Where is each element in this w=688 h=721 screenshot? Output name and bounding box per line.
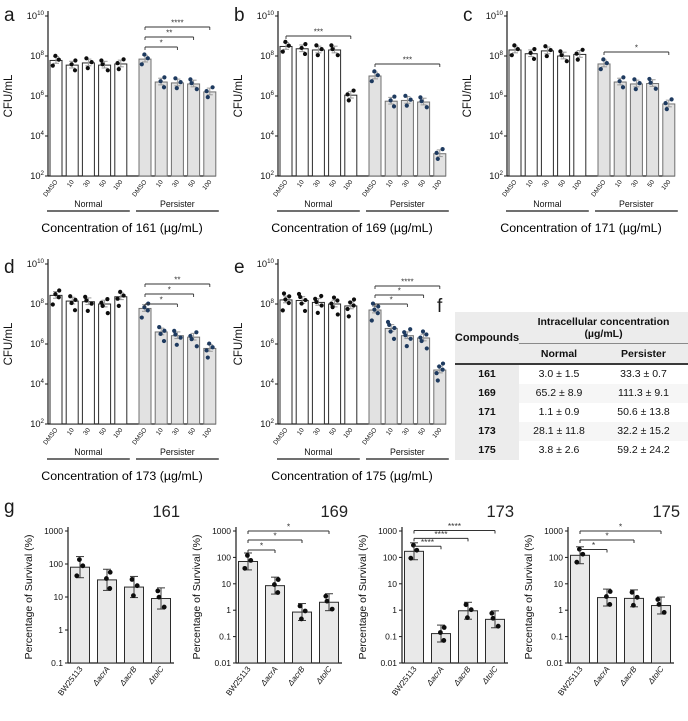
svg-text:1000: 1000 [378,526,397,536]
svg-text:1010: $10^{10}$ [26,10,44,21]
panel-label-b: b [234,5,245,26]
svg-text:108: $10^8$ [30,50,44,61]
svg-text:104: $10^4$ [489,130,503,141]
svg-text:1: 1 [226,605,231,616]
y-axis-label: CFU/mL [3,74,15,118]
svg-text:*: * [634,43,638,53]
svg-text:0.1: 0.1 [385,631,397,642]
cfu-chart-169 [230,2,459,249]
svg-text:102: $10^2$ [260,170,274,181]
svg-text:ΔtolC: ΔtolC [314,664,334,686]
svg-text:100: 100 [201,426,214,440]
svg-text:*: * [397,286,401,296]
svg-text:30: 30 [401,178,411,189]
svg-text:100: 100 [431,426,444,440]
panel-label-c: c [463,5,473,26]
table-row [455,365,688,384]
group-label: Persister [390,447,425,457]
table-row [455,403,688,422]
cfu-chart-161 [0,2,229,249]
panel-g-chart-175 [522,497,686,721]
svg-text:50: 50 [98,426,109,437]
svg-text:ΔacrA: ΔacrA [259,664,280,688]
svg-text:*: * [259,540,264,551]
svg-text:1: 1 [392,605,397,616]
svg-text:ΔacrA: ΔacrA [591,664,612,688]
svg-text:104: $10^4$ [30,378,44,389]
panel-caption: Concentration of 175 (µg/mL) [271,469,433,483]
svg-text:10: 10 [154,426,165,437]
svg-text:10: 10 [53,592,63,602]
table-cell-persister: 111.3 ± 9.1 [618,387,669,399]
svg-text:DMSO: DMSO [42,426,60,447]
chart-title: 161 [152,503,180,521]
chart-title: 173 [486,503,514,521]
svg-text:100: 100 [216,552,231,563]
svg-text:1: 1 [558,605,563,616]
svg-text:102: $10^2$ [260,418,274,429]
svg-text:****: **** [420,536,435,547]
svg-text:1010: $10^{10}$ [485,10,503,21]
svg-text:*: * [273,530,277,541]
svg-text:108: $10^8$ [489,50,503,61]
panel-caption: Concentration of 173 (µg/mL) [41,469,203,483]
table-row [455,384,688,403]
y-axis-label: CFU/mL [462,74,474,118]
table-cell-compound: 173 [455,422,519,441]
cfu-chart-171 [459,2,688,249]
svg-text:50: 50 [646,178,657,189]
svg-text:10: 10 [553,578,563,589]
table-cell-compound: 161 [455,365,519,384]
svg-text:100: 100 [342,426,355,440]
panel-caption: Concentration of 171 (µg/mL) [500,221,662,235]
table-cell-normal: 65.2 ± 8.9 [535,387,583,399]
svg-text:50: 50 [328,426,339,437]
svg-text:****: **** [434,528,448,539]
svg-text:10: 10 [154,178,165,189]
svg-text:0.01: 0.01 [214,658,231,668]
svg-text:102: $10^2$ [489,170,503,181]
survival-chart-g-169 [190,497,354,721]
group-label: Persister [160,447,195,457]
svg-text:*: * [591,539,596,550]
svg-text:10: 10 [524,178,535,189]
svg-text:104: $10^4$ [260,378,274,389]
svg-text:100: 100 [382,552,397,563]
table-header-persister: Persister [621,348,666,360]
svg-text:30: 30 [312,426,322,437]
table-header-group: Intracellular concentration (µg/mL) [519,312,688,344]
svg-text:100: 100 [431,178,444,192]
svg-text:1010: $10^{10}$ [26,258,44,269]
svg-text:30: 30 [171,178,181,189]
svg-text:104: $10^4$ [30,130,44,141]
panel-g-chart-161 [22,497,186,721]
svg-text:100: 100 [548,552,563,563]
svg-text:DMSO: DMSO [272,178,290,199]
svg-text:DMSO: DMSO [131,426,149,447]
y-axis-label: CFU/mL [233,322,245,366]
svg-text:108: $10^8$ [260,298,274,309]
group-label: Persister [390,199,425,209]
svg-text:50: 50 [98,178,109,189]
panel-label-e: e [234,257,245,278]
table-cell-persister: 33.3 ± 0.7 [620,368,667,380]
svg-text:DMSO: DMSO [590,178,608,199]
svg-text:106: $10^6$ [260,338,274,349]
survival-chart-g-175 [522,497,686,721]
svg-text:30: 30 [312,178,322,189]
cfu-chart-173 [0,250,229,497]
svg-text:BW25113: BW25113 [56,664,85,698]
svg-text:*: * [605,530,609,541]
svg-text:1000: 1000 [212,526,231,536]
svg-text:10: 10 [384,178,395,189]
svg-text:10: 10 [295,426,306,437]
table-cell-compound: 169 [455,384,519,403]
svg-text:ΔtolC: ΔtolC [146,664,166,686]
svg-text:0.01: 0.01 [380,658,397,668]
svg-text:10: 10 [387,578,397,589]
svg-text:50: 50 [187,178,198,189]
svg-text:1000: 1000 [44,526,63,536]
svg-text:102: $10^2$ [30,170,44,181]
svg-text:30: 30 [630,178,640,189]
svg-text:****: **** [447,520,462,531]
cfu-chart-175 [230,250,459,497]
group-label: Normal [74,199,103,209]
svg-text:DMSO: DMSO [501,178,519,199]
svg-text:*: * [286,521,291,532]
svg-text:DMSO: DMSO [361,426,379,447]
table-cell-normal: 28.1 ± 11.8 [533,425,585,437]
svg-text:ΔtolC: ΔtolC [480,664,500,686]
svg-text:ΔacrB: ΔacrB [452,664,473,688]
svg-text:10: 10 [65,178,76,189]
svg-text:DMSO: DMSO [361,178,379,199]
svg-text:100: 100 [201,178,214,192]
svg-text:ΔacrB: ΔacrB [118,664,139,688]
svg-text:*: * [159,295,163,305]
svg-text:ΔacrA: ΔacrA [91,664,112,688]
svg-text:ΔacrB: ΔacrB [618,664,639,688]
table-cell-compound: 171 [455,403,519,422]
y-axis-label: Percentage of Survival (%) [523,534,535,660]
svg-text:0.01: 0.01 [546,658,563,668]
svg-text:10: 10 [65,426,76,437]
svg-text:*: * [389,295,393,305]
panel-c-chart [459,2,688,249]
svg-text:ΔacrA: ΔacrA [425,664,446,688]
svg-text:106: $10^6$ [489,90,503,101]
svg-text:*: * [167,285,171,295]
svg-text:102: $10^2$ [30,418,44,429]
panel-g-chart-169 [190,497,354,721]
svg-text:DMSO: DMSO [272,426,290,447]
table-cell-normal: 3.8 ± 2.6 [538,444,580,456]
svg-text:100: 100 [112,178,125,192]
svg-text:1000: 1000 [544,526,563,536]
svg-text:****: **** [401,277,414,287]
table-cell-normal: 3.0 ± 1.5 [538,368,580,380]
svg-text:0.1: 0.1 [51,658,63,668]
svg-text:100: 100 [660,178,673,192]
svg-text:1010: $10^{10}$ [256,258,274,269]
svg-text:BW25113: BW25113 [556,664,585,698]
svg-text:30: 30 [171,426,181,437]
svg-text:50: 50 [328,178,339,189]
panel-g-chart-173 [356,497,520,721]
svg-text:BW25113: BW25113 [390,664,419,698]
svg-text:100: 100 [112,426,125,440]
svg-text:1010: $10^{10}$ [256,10,274,21]
group-label: Normal [74,447,103,457]
group-label: Normal [304,447,333,457]
panel-b-chart [230,2,459,249]
svg-text:0.1: 0.1 [219,631,231,642]
svg-text:30: 30 [82,426,92,437]
table-cell-persister: 32.2 ± 15.2 [617,425,670,437]
svg-text:30: 30 [82,178,92,189]
svg-text:*: * [618,521,623,532]
group-label: Persister [160,199,195,209]
panel-e-chart [230,250,459,497]
svg-text:30: 30 [541,178,551,189]
svg-text:50: 50 [557,178,568,189]
panel-label-a: a [4,5,15,26]
svg-text:**: ** [174,275,181,285]
svg-text:30: 30 [401,426,411,437]
svg-text:10: 10 [384,426,395,437]
svg-text:10: 10 [295,178,306,189]
svg-text:ΔacrB: ΔacrB [286,664,307,688]
svg-text:50: 50 [417,426,428,437]
svg-text:106: $10^6$ [30,338,44,349]
svg-text:108: $10^8$ [260,50,274,61]
y-axis-label: CFU/mL [233,74,245,118]
svg-text:DMSO: DMSO [131,178,149,199]
svg-text:10: 10 [221,578,231,589]
panel-caption: Concentration of 169 (µg/mL) [271,221,433,235]
svg-text:50: 50 [187,426,198,437]
svg-text:DMSO: DMSO [42,178,60,199]
chart-title: 175 [652,503,680,521]
svg-text:100: 100 [48,559,63,569]
svg-text:106: $10^6$ [260,90,274,101]
panel-d-chart [0,250,229,497]
table-header-compounds: Compounds [454,331,520,344]
y-axis-label: CFU/mL [3,322,15,366]
table-cell-persister: 50.6 ± 13.8 [617,406,670,418]
y-axis-label: Percentage of Survival (%) [23,534,35,660]
svg-text:100: 100 [342,178,355,192]
survival-chart-g-173 [356,497,520,721]
table-body [455,365,688,460]
svg-text:108: $10^8$ [30,298,44,309]
svg-text:****: **** [171,18,184,28]
table-cell-compound: 175 [455,441,519,460]
svg-text:50: 50 [417,178,428,189]
svg-text:10: 10 [613,178,624,189]
svg-text:1: 1 [58,625,63,635]
svg-text:0.1: 0.1 [551,631,563,642]
table-row [455,441,688,460]
svg-text:***: *** [402,55,413,65]
group-label: Normal [304,199,333,209]
svg-text:ΔtolC: ΔtolC [646,664,666,686]
table-header [455,312,688,365]
table-row [455,422,688,441]
svg-text:106: $10^6$ [30,90,44,101]
group-label: Persister [619,199,654,209]
svg-text:104: $10^4$ [260,130,274,141]
svg-text:100: 100 [571,178,584,192]
panel-caption: Concentration of 161 (µg/mL) [41,221,203,235]
panel-label-d: d [4,257,15,278]
panel-label-f: f [437,296,443,317]
svg-text:***: *** [313,27,324,37]
y-axis-label: Percentage of Survival (%) [357,534,369,660]
y-axis-label: Percentage of Survival (%) [191,534,203,660]
svg-text:BW25113: BW25113 [224,664,253,698]
survival-chart-g-161 [22,497,186,721]
group-label: Normal [533,199,562,209]
panel-label-g: g [4,497,15,518]
intracellular-concentration-table [455,312,688,460]
panel-a-chart [0,2,229,249]
table-header-normal: Normal [540,348,578,360]
svg-text:**: ** [166,28,173,38]
chart-title: 169 [320,503,348,521]
table-cell-normal: 1.1 ± 0.9 [538,406,580,418]
table-cell-persister: 59.2 ± 24.2 [617,444,670,456]
svg-text:*: * [159,38,163,48]
